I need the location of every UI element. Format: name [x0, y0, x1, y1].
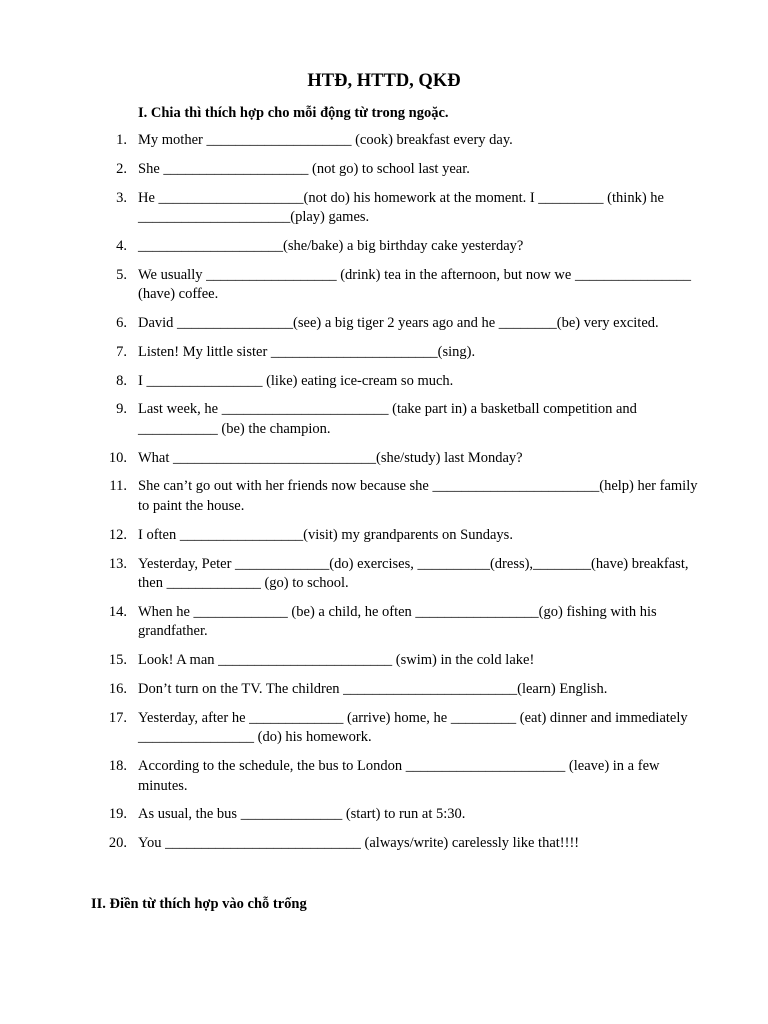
item-text: We usually __________________ (drink) tea in the afternoon, but now we ________________ (have) coffee.	[138, 266, 695, 303]
item-text: My mother ____________________ (cook) breakfast every day.	[138, 132, 513, 148]
item-number: 20.	[108, 835, 127, 852]
item-text: When he _____________ (be) a child, he often _________________(go) fishing with his grandfather.	[138, 603, 661, 640]
item-text: According to the schedule, the bus to London ______________________ (leave) in a few minutes.	[138, 758, 664, 794]
item-text: Yesterday, Peter _____________(do) exercises, __________(dress),________(have) breakfast, then _____________ (go) to school.	[138, 555, 693, 592]
exercise-item	[0, 266, 700, 305]
item-number: 18.	[108, 758, 127, 775]
exercise-item	[0, 343, 700, 363]
item-number: 11.	[109, 478, 127, 495]
item-number: 14.	[108, 603, 127, 620]
item-text: I often _________________(visit) my grandparents on Sundays.	[138, 526, 513, 543]
exercise-item	[0, 805, 700, 825]
exercise-item	[0, 603, 700, 642]
item-text: You ___________________________ (always/write) carelessly like that!!!!	[138, 835, 580, 852]
exercise-item	[0, 757, 700, 796]
item-text: Look! A man ________________________ (swim) in the cold lake!	[138, 652, 535, 669]
item-number: 9.	[116, 401, 127, 418]
section-2-heading: II. Điền từ thích hợp vào chỗ trống	[91, 896, 307, 912]
exercise-list	[0, 131, 700, 863]
item-number: 6.	[116, 314, 127, 331]
exercise-item	[0, 449, 700, 469]
item-text: ____________________(she/bake) a big birthday cake yesterday?	[138, 237, 524, 254]
item-number: 19.	[108, 806, 127, 823]
item-text: Yesterday, after he _____________ (arrive) home, he _________ (eat) dinner and immediately ________________ (do) his homework.	[138, 709, 692, 746]
exercise-item	[0, 160, 700, 180]
item-number: 4.	[116, 237, 127, 254]
item-number: 17.	[108, 709, 127, 726]
item-text: Don’t turn on the TV. The children ________________________(learn) English.	[138, 680, 608, 697]
exercise-item	[0, 709, 700, 748]
item-number: 5.	[116, 266, 127, 283]
item-number: 15.	[108, 652, 127, 669]
item-text: He ____________________(not do) his homework at the moment. I _________ (think) he _____________________(play) games.	[138, 189, 668, 226]
item-number: 16.	[108, 680, 127, 697]
item-text: Listen! My little sister _______________________(sing).	[138, 343, 476, 360]
page-title: HTĐ, HTTD, QKĐ	[307, 71, 461, 91]
section-1-heading: I. Chia thì thích hợp cho mỗi động từ trong ngoặc.	[138, 105, 449, 121]
exercise-item	[0, 555, 700, 594]
exercise-item	[0, 526, 700, 546]
item-number: 3.	[116, 189, 127, 206]
item-text: She ____________________ (not go) to school last year.	[138, 160, 470, 177]
item-number: 7.	[116, 343, 127, 360]
item-number: 13.	[108, 555, 127, 572]
item-number: 10.	[108, 449, 127, 466]
item-number: 12.	[108, 526, 127, 543]
item-number: 2.	[116, 160, 127, 177]
exercise-item	[0, 651, 700, 671]
item-text: She can’t go out with her friends now because she _______________________(help) her family to paint the house.	[138, 478, 702, 514]
exercise-item	[0, 680, 700, 700]
exercise-item	[0, 314, 700, 334]
exercise-item	[0, 372, 700, 392]
exercise-item	[0, 189, 700, 228]
item-text: David ________________(see) a big tiger 2 years ago and he ________(be) very excited.	[138, 314, 659, 331]
exercise-item	[0, 131, 700, 151]
item-number: 1.	[116, 132, 127, 148]
item-text: Last week, he _______________________ (take part in) a basketball competition and ___________ (be) the champion.	[138, 401, 641, 437]
exercise-item	[0, 237, 700, 257]
item-text: I ________________ (like) eating ice-cream so much.	[138, 372, 454, 389]
exercise-item	[0, 834, 700, 854]
item-text: What ____________________________(she/study) last Monday?	[138, 449, 523, 466]
exercise-item	[0, 400, 700, 439]
exercise-item	[0, 477, 700, 516]
item-text: As usual, the bus ______________ (start) to run at 5:30.	[138, 806, 466, 823]
item-number: 8.	[116, 372, 127, 389]
